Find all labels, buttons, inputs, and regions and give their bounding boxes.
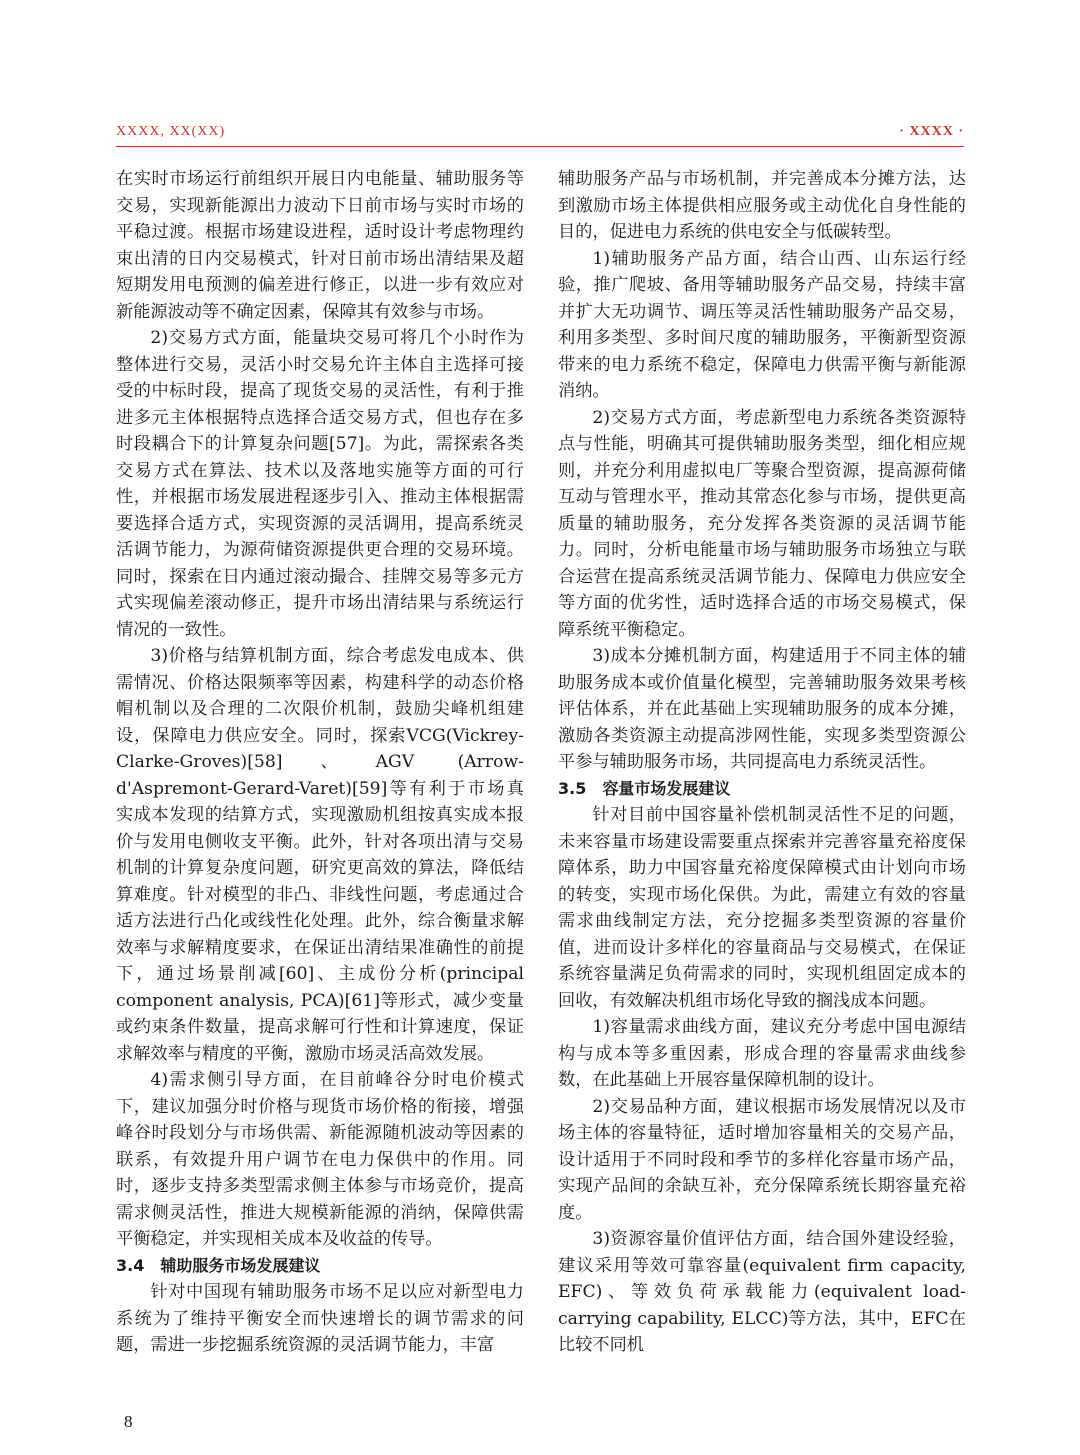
paragraph: 在实时市场运行前组织开展日内电能量、辅助服务等交易，实现新能源出力波动下日前市场与实时市场的平稳过渡。根据市场建设进程，适时设计考虑物理约束出清的日内交易模式，针对日前市场出清结果及超短期发用电预测的偏差进行修正，以进一步有效应对新能源波动等不确定因素，保障其有效参与市场。 <box>116 169 524 322</box>
paragraph: 4)需求侧引导方面，在目前峰谷分时电价模式下，建议加强分时价格与现货市场价格的衔接，增强峰谷时段划分与市场供需、新能源随机波动等因素的联系，有效提升用户调节在电力保供中的作用。同时，逐步支持多类型需求侧主体参与市场竞价，提高需求侧灵活性，推进大规模新能源的消纳，保障供需平衡稳定，并实现相关成本及收益的传导。 <box>116 1070 524 1249</box>
right-column <box>558 166 966 1359</box>
section-heading-3-4: 3.4 辅助服务市场发展建议 <box>116 1255 321 1275</box>
paragraph: 3)资源容量价值评估方面，结合国外建设经验，建议采用等效可靠容量(equivalent firm capacity, EFC)、等效负荷承载能力(equivalent load-carrying capability, ELCC)等方法，其中，EFC在比较不同机 <box>558 1229 966 1355</box>
journal-header-right: · XXXX · <box>899 124 964 139</box>
journal-header-left: XXXX, XX(XX) <box>116 124 226 139</box>
paragraph: 3)成本分摊机制方面，构建适用于不同主体的辅助服务成本或价值量化模型，完善辅助服务效果考核评估体系，并在此基础上实现辅助服务的成本分摊，激励各类资源主动提高涉网性能，实现多类型资源公平参与辅助服务市场，共同提高电力系统灵活性。 <box>558 646 966 772</box>
section-heading-3-5: 3.5 容量市场发展建议 <box>558 778 731 798</box>
paragraph: 针对中国现有辅助服务市场不足以应对新型电力系统为了维持平衡安全而快速增长的调节需求的问题，需进一步挖掘系统资源的灵活调节能力，丰富 <box>116 1282 524 1355</box>
paragraph: 2)交易品种方面，建议根据市场发展情况以及市场主体的容量特征，适时增加容量相关的交易产品，设计适用于不同时段和季节的多样化容量市场产品，实现产品间的余缺互补，充分保障系统长期容量充裕度。 <box>558 1096 966 1223</box>
left-column <box>116 166 524 1359</box>
paragraph: 针对目前中国容量补偿机制灵活性不足的问题，未来容量市场建设需要重点探索并完善容量充裕度保障体系，助力中国容量充裕度保障模式由计划向市场的转变，实现市场化保供。为此，需建立有效的容量需求曲线制定方法，充分挖掘多类型资源的容量价值，进而设计多样化的容量商品与交易模式，在保证系统容量满足负荷需求的同时，实现机组固定成本的回收，有效解决机组市场化导致的搁浅成本问题。 <box>558 805 966 1011</box>
paragraph: 1)容量需求曲线方面，建议充分考虑中国电源结构与成本等多重因素，形成合理的容量需求曲线参数，在此基础上开展容量保障机制的设计。 <box>558 1017 966 1090</box>
header-rule <box>116 146 964 147</box>
page-number: 8 <box>124 1412 133 1431</box>
paragraph: 2)交易方式方面，能量块交易可将几个小时作为整体进行交易，灵活小时交易允许主体自主选择可接受的中标时段，提高了现货交易的灵活性，有利于推进多元主体根据特点选择合适交易方式，但也存在多时段耦合下的计算复杂问题[57]。为此，需探索各类交易方式在算法、技术以及落地实施等方面的可行性，并根据市场发展进程逐步引入、推动主体根据需要选择合适方式，实现资源的灵活调用，提高系统灵活调节能力，为源荷储资源提供更合理的交易环境。同时，探索在日内通过滚动撮合、挂牌交易等多元方式实现偏差滚动修正，提升市场出清结果与系统运行情况的一致性。 <box>116 328 524 640</box>
paragraph: 辅助服务产品与市场机制，并完善成本分摊方法，达到激励市场主体提供相应服务或主动优化自身性能的目的，促进电力系统的供电安全与低碳转型。 <box>558 169 966 242</box>
paragraph: 2)交易方式方面，考虑新型电力系统各类资源特点与性能，明确其可提供辅助服务类型，细化相应规则，并充分利用虚拟电厂等聚合型资源，提高源荷储互动与管理水平，推动其常态化参与市场，提供更高质量的辅助服务，充分发挥各类资源的灵活调节能力。同时，分析电能量市场与辅助服务市场独立与联合运营在提高系统灵活调节能力、保障电力供应安全等方面的优劣性，适时选择合适的市场交易模式，保障系统平衡稳定。 <box>558 407 966 640</box>
paragraph: 3)价格与结算机制方面，综合考虑发电成本、供需情况、价格达限频率等因素，构建科学的动态价格帽机制以及合理的二次限价机制，鼓励尖峰机组建设，保障电力供应安全。同时，探索VCG(Vickrey-Clarke-Groves)[58]、AGV (Arrow-d'Aspremont-Gerard-Varet)[59]等有利于市场真实成本发现的结算方式，实现激励机组按真实成本报价与发用电侧收支平衡。此外，针对各项出清与交易机制的计算复杂度问题，研究更高效的算法，降低结算难度。针对模型的非凸、非线性问题，考虑通过合适方法进行凸化或线性化处理。此外，综合衡量求解效率与求解精度要求，在保证出清结果准确性的前提下，通过场景削减[60]、主成份分析(principal component analysis, PCA)[61]等形式，减少变量或约束条件数量，提高求解可行性和计算速度，保证求解效率与精度的平衡，激励市场灵活高效发展。 <box>116 646 524 1064</box>
paragraph: 1)辅助服务产品方面，结合山西、山东运行经验，推广爬坡、备用等辅助服务产品交易，持续丰富并扩大无功调节、调压等灵活性辅助服务产品交易，利用多类型、多时间尺度的辅助服务，平衡新型资源带来的电力系统不稳定，保障电力供需平衡与新能源消纳。 <box>558 248 966 401</box>
